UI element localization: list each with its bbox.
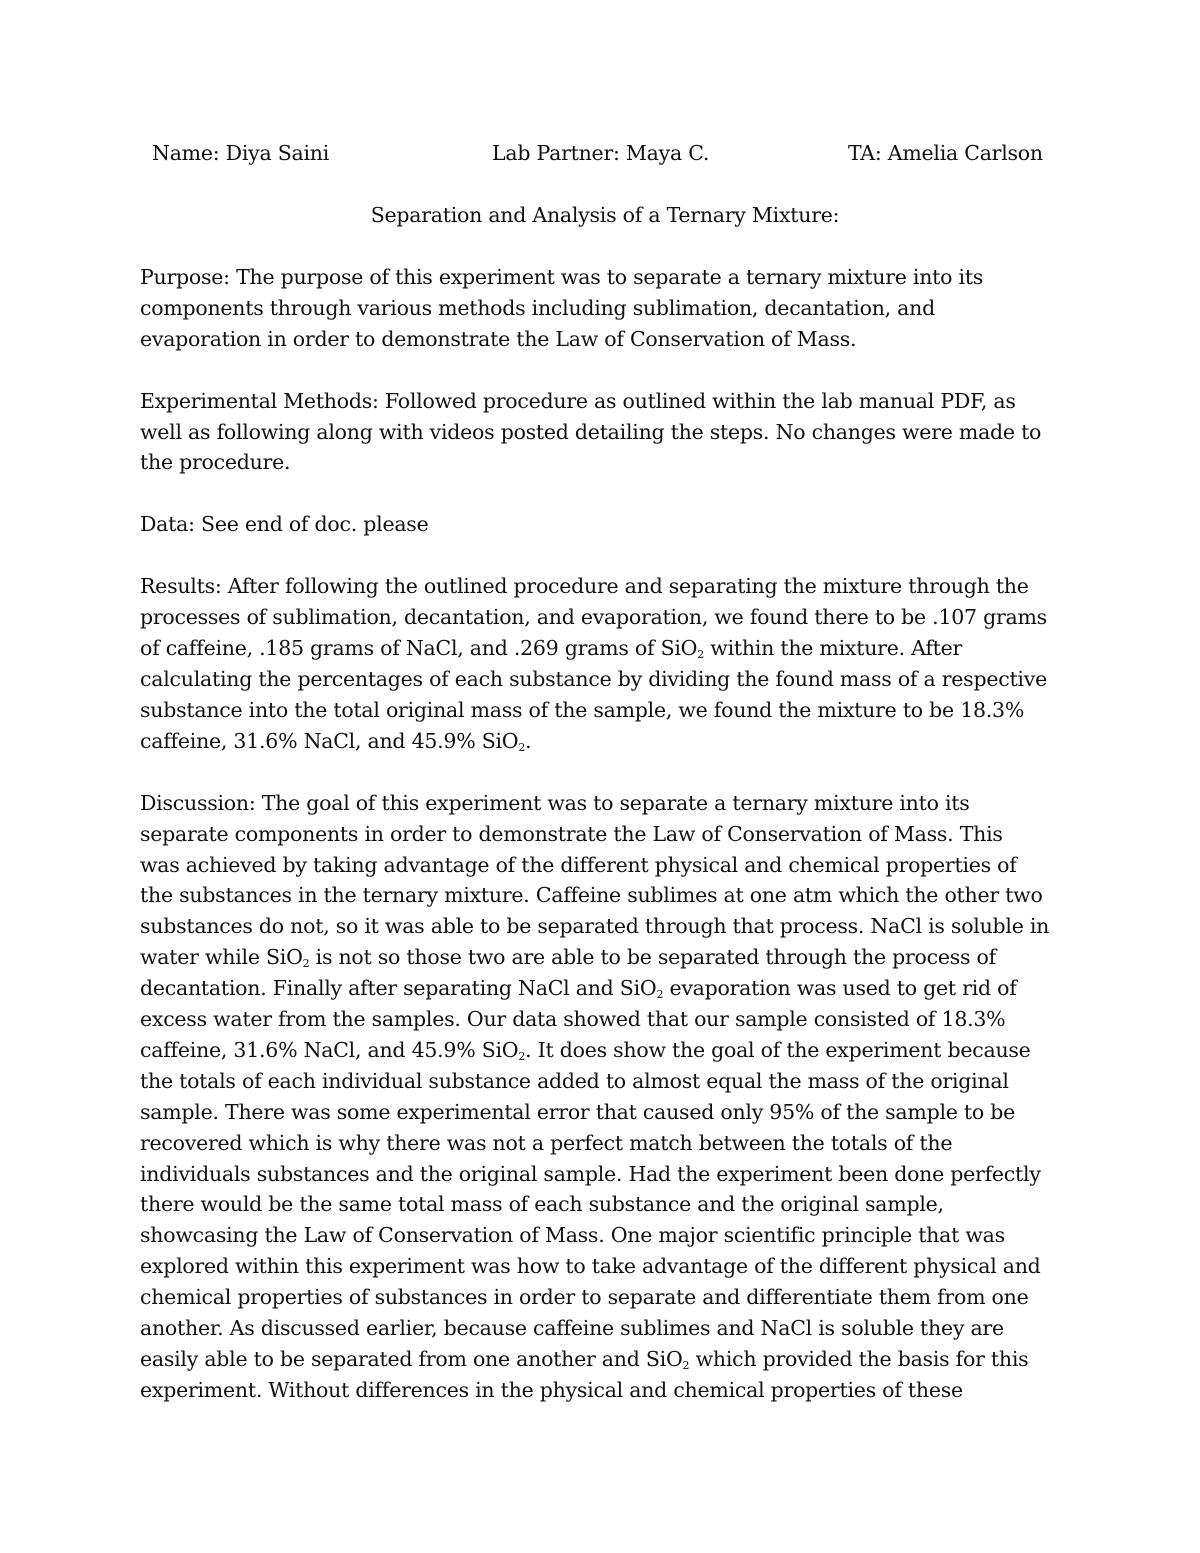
methods-paragraph: [140, 386, 1070, 479]
results-line: processes of sublimation, decantation, and evaporation, we found there to be .107 grams: [140, 605, 1047, 630]
results-line: [140, 633, 1070, 664]
discussion-line: showcasing the Law of Conservation of Mass. One major scientific principle that was: [140, 1223, 1005, 1248]
discussion-line: the totals of each individual substance added to almost equal the mass of the original: [140, 1068, 1009, 1093]
lab-partner: Lab Partner: Maya C.: [492, 141, 710, 165]
discussion-line: [140, 1035, 1070, 1066]
subscript: 2: [302, 957, 310, 971]
discussion-line: there would be the same total mass of each substance and the original sample,: [140, 1192, 944, 1217]
document-title: Separation and Analysis of a Ternary Mixture:: [370, 203, 840, 227]
discussion-line: excess water from the samples. Our data showed that our sample consisted of 18.3%: [140, 1007, 1006, 1032]
results-text: .: [525, 728, 532, 753]
discussion-text: water while SiO: [140, 945, 303, 970]
subscript: 2: [518, 1049, 526, 1063]
purpose-line: components through various methods including sublimation, decantation, and: [140, 295, 935, 320]
data-paragraph: [140, 509, 1070, 540]
subscript: 2: [682, 1359, 690, 1372]
methods-line: Experimental Methods: Followed procedure as outlined within the lab manual PDF, as: [140, 388, 1016, 413]
discussion-text: easily able to be separated from one another and SiO: [140, 1347, 683, 1371]
discussion-text: decantation. Finally after separating NaCl and SiO: [140, 976, 657, 1001]
methods-line: the procedure.: [140, 450, 291, 475]
discussion-line: recovered which is why there was not a perfect match between the totals of the: [140, 1130, 953, 1155]
discussion-line: [140, 1344, 1070, 1375]
discussion-line: experiment. Without differences in the physical and chemical properties of these: [140, 1377, 963, 1402]
discussion-text: evaporation was used to get rid of: [663, 976, 1017, 1001]
discussion-text: . It does show the goal of the experiment because: [525, 1037, 1031, 1062]
discussion-text: is not so those two are able to be separated through the process of: [309, 945, 996, 970]
results-text: caffeine, 31.6% NaCl, and 45.9% SiO: [140, 728, 519, 753]
subscript: 2: [656, 988, 664, 1002]
discussion-line: [140, 973, 1070, 1004]
discussion-line: individuals substances and the original sample. Had the experiment been done perfectly: [140, 1161, 1041, 1186]
discussion-line: explored within this experiment was how to take advantage of the different physical and: [140, 1254, 1041, 1279]
results-line: [140, 726, 1070, 757]
discussion-line: the substances in the ternary mixture. Caffeine sublimes at one atm which the other two: [140, 883, 1043, 908]
results-line: substance into the total original mass of the sample, we found the mixture to be 18.3%: [140, 697, 1025, 722]
purpose-line: evaporation in order to demonstrate the Law of Conservation of Mass.: [140, 326, 857, 351]
student-name: Name: Diya Saini: [152, 141, 330, 165]
results-paragraph: [140, 571, 1070, 756]
discussion-text: caffeine, 31.6% NaCl, and 45.9% SiO: [140, 1037, 519, 1062]
document-page: [140, 138, 1070, 1406]
discussion-line: was achieved by taking advantage of the different physical and chemical properties of: [140, 852, 1017, 877]
purpose-paragraph: [140, 262, 1070, 355]
discussion-line: substances do not, so it was able to be separated through that process. NaCl is soluble in: [140, 914, 1050, 939]
methods-line: well as following along with videos posted detailing the steps. No changes were made to: [140, 419, 1042, 444]
subscript: 2: [518, 740, 526, 754]
results-text: within the mixture. After: [704, 636, 963, 661]
discussion-line: chemical properties of substances in order to separate and differentiate them from one: [140, 1285, 1029, 1310]
discussion-line: sample. There was some experimental error that caused only 95% of the sample to be: [140, 1099, 1016, 1124]
subscript: 2: [697, 648, 704, 662]
results-line: Results: After following the outlined procedure and separating the mixture through the: [140, 574, 1029, 599]
discussion-paragraph: [140, 788, 1070, 1406]
results-line: calculating the percentages of each substance by dividing the found mass of a respective: [140, 666, 1047, 691]
purpose-line: Purpose: The purpose of this experiment was to separate a ternary mixture into its: [140, 264, 984, 289]
results-text: of caffeine, .185 grams of NaCl, and .269 grams of SiO: [140, 636, 698, 661]
discussion-line: another. As discussed earlier, because caffeine sublimes and NaCl is soluble they are: [140, 1316, 1004, 1341]
header-row: [140, 138, 1070, 169]
teaching-assistant: TA: Amelia Carlson: [848, 141, 1043, 165]
discussion-line: [140, 942, 1070, 973]
data-line: Data: See end of doc. please: [140, 512, 429, 537]
discussion-line: Discussion: The goal of this experiment was to separate a ternary mixture into its: [140, 790, 970, 815]
discussion-line: separate components in order to demonstrate the Law of Conservation of Mass. This: [140, 821, 1003, 846]
discussion-text: which provided the basis for this: [689, 1347, 1029, 1371]
